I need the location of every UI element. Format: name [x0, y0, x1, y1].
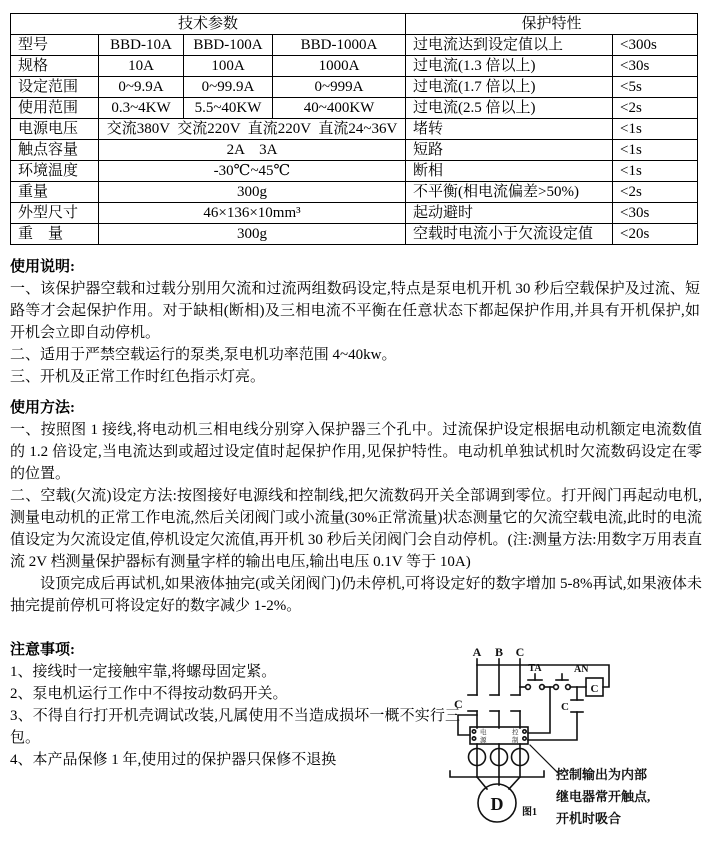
wiring-diagram	[446, 645, 707, 844]
table-cell: 0~999A	[273, 77, 406, 98]
row-label: 型号	[11, 35, 99, 56]
table-row	[11, 140, 698, 161]
row-label: 设定范围	[11, 77, 99, 98]
row-label: 规格	[11, 56, 99, 77]
phase-c-label: C	[515, 645, 525, 659]
usage-method-item: 设顶完成后再试机,如果液体抽完(或关闭阀门)仍未停机,可将设定好的数字增加 5-8%再试,如果液体未抽完提前停机可将设定好的数字减少 1-2%。	[10, 576, 702, 614]
time-cell: <300s	[613, 35, 698, 56]
diagram-annotation: 继电器常开触点,	[556, 789, 651, 804]
usage-method-item: 二、空载(欠流)设定方法:按图接好电源线和控制线,把欠流数码开关全部调到零位。打开阀门再起动电机,测量电动机的正常工作电流,然后关闭阀门或小流量(30%正常流量)状态测量它的欠流空载电流,此时的电流值设定为欠流设定值,停机设定欠流值,再开机 30 秒后关闭阀门会自动停机。(注:测量方法:用数字万用表直流 2V 档测量保护器标有测量字样的输出电压,输出电压 0.1V 等于 10A)	[10, 488, 702, 570]
table-cell: 5.5~40KW	[184, 98, 273, 119]
caution-item: 3、不得自行打开机壳调试改装,凡属使用不当造成损坏一概不实行三包。	[10, 708, 460, 746]
caution-item: 2、泵电机运行工作中不得按动数码开关。	[10, 686, 288, 702]
motor-label: D	[490, 794, 504, 814]
cautions-section	[10, 639, 460, 771]
row-label: 电源电压	[11, 119, 99, 140]
usage-methods-heading: 使用方法:	[10, 400, 75, 416]
table-cell: 10A	[99, 56, 184, 77]
phase-b-label: B	[494, 645, 504, 659]
time-cell: <30s	[613, 56, 698, 77]
protection-cell: 断相	[406, 161, 613, 182]
table-cell: 0~99.9A	[184, 77, 273, 98]
usage-methods-section	[10, 397, 702, 617]
table-row	[11, 203, 698, 224]
table-cell: 46×136×10mm³	[99, 203, 406, 224]
table-row	[11, 56, 698, 77]
table-header-right: 保护特性	[406, 14, 698, 35]
table-cell: 1000A	[273, 56, 406, 77]
table-row	[11, 161, 698, 182]
row-label: 重量	[11, 182, 99, 203]
usage-note-item: 三、开机及正常工作时红色指示灯亮。	[10, 369, 266, 385]
table-row	[11, 119, 698, 140]
table-header-left: 技术参数	[11, 14, 406, 35]
protection-cell: 过电流(2.5 倍以上)	[406, 98, 613, 119]
protection-cell: 过电流(1.7 倍以上)	[406, 77, 613, 98]
usage-note-item: 一、该保护器空载和过载分别用欠流和过流两组数码设定,特点是泵电机开机 30 秒后空载保护及过流、短路等才会起保护作用。对于缺相(断相)及三相电流不平衡在任意状态下都起保护作用,并具有开机保护,如开机会立即自动停机。	[10, 281, 700, 341]
protection-cell: 短路	[406, 140, 613, 161]
figure-caption: 图1	[522, 807, 537, 818]
usage-notes-heading: 使用说明:	[10, 259, 75, 275]
table-row	[11, 35, 698, 56]
power-terminal-label: 电源	[480, 729, 487, 744]
table-row	[11, 98, 698, 119]
time-cell: <20s	[613, 224, 698, 245]
stop-button-label: TA	[528, 663, 542, 674]
coil-label: C	[590, 683, 599, 695]
protection-cell: 堵转	[406, 119, 613, 140]
table-row	[11, 77, 698, 98]
table-cell: 300g	[99, 182, 406, 203]
table-cell: 100A	[184, 56, 273, 77]
table-cell: 0~9.9A	[99, 77, 184, 98]
protection-cell: 过电流(1.3 倍以上)	[406, 56, 613, 77]
table-cell: 0.3~4KW	[99, 98, 184, 119]
table-cell: -30℃~45℃	[99, 161, 406, 182]
diagram-annotation: 开机时吸合	[556, 811, 622, 826]
caution-item: 4、本产品保修 1 年,使用过的保护器只保修不退换	[10, 752, 337, 768]
time-cell: <2s	[613, 98, 698, 119]
cautions-heading: 注意事项:	[10, 642, 75, 658]
table-row	[11, 182, 698, 203]
usage-method-item: 一、按照图 1 接线,将电动机三相电线分别穿入保护器三个孔中。过流保护设定根据电动机额定电流数值的 1.2 倍设定,当电流达到或超过设定值时起保护作用,见保护特性。电动机单独试机时欠流数码设定在零的位置。	[10, 422, 702, 482]
table-cell: 交流380V 交流220V 直流220V 直流24~36V	[99, 119, 406, 140]
time-cell: <5s	[613, 77, 698, 98]
protection-cell: 空载时电流小于欠流设定值	[406, 224, 613, 245]
spec-table	[10, 13, 698, 245]
phase-a-label: A	[472, 645, 482, 659]
table-cell: 2A 3A	[99, 140, 406, 161]
row-label: 重 量	[11, 224, 99, 245]
table-cell: BBD-10A	[99, 35, 184, 56]
usage-note-item: 二、适用于严禁空载运行的泵类,泵电机功率范围 4~40kw。	[10, 347, 397, 363]
row-label: 外型尺寸	[11, 203, 99, 224]
diagram-annotation: 控制输出为内部	[556, 767, 648, 782]
control-terminal-label: 控制	[512, 729, 519, 744]
row-label: 环境温度	[11, 161, 99, 182]
table-cell: BBD-100A	[184, 35, 273, 56]
aux-contact-label: C	[561, 701, 569, 713]
table-header-row	[11, 14, 698, 35]
time-cell: <1s	[613, 140, 698, 161]
protection-cell: 不平衡(相电流偏差>50%)	[406, 182, 613, 203]
time-cell: <2s	[613, 182, 698, 203]
usage-notes-section	[10, 256, 700, 388]
time-cell: <30s	[613, 203, 698, 224]
table-cell: BBD-1000A	[273, 35, 406, 56]
table-row	[11, 224, 698, 245]
time-cell: <1s	[613, 119, 698, 140]
protection-cell: 过电流达到设定值以上	[406, 35, 613, 56]
main-contact-label: C	[454, 697, 463, 711]
start-button-label: AN	[574, 664, 589, 675]
row-label: 使用范围	[11, 98, 99, 119]
table-cell: 300g	[99, 224, 406, 245]
table-cell: 40~400KW	[273, 98, 406, 119]
caution-item: 1、接线时一定接触牢靠,将螺母固定紧。	[10, 664, 277, 680]
row-label: 触点容量	[11, 140, 99, 161]
protection-cell: 起动避时	[406, 203, 613, 224]
time-cell: <1s	[613, 161, 698, 182]
